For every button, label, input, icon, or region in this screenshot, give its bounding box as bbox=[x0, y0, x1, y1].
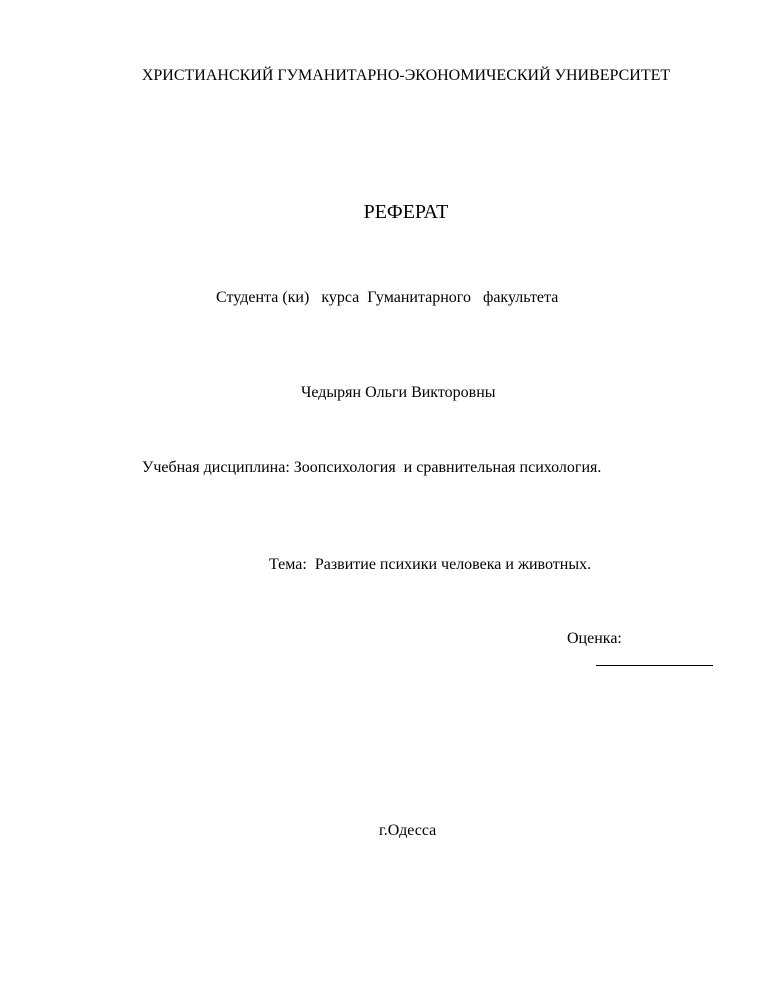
grade-underline bbox=[596, 665, 713, 666]
university-name: ХРИСТИАНСКИЙ ГУМАНИТАРНО-ЭКОНОМИЧЕСКИЙ УНИВЕРСИТЕТ bbox=[141, 67, 671, 84]
document-title: РЕФЕРАТ bbox=[363, 201, 449, 223]
discipline-line: Учебная дисциплина: Зоопсихология и сравнительная психология. bbox=[142, 459, 602, 476]
grade-label: Оценка: bbox=[567, 630, 622, 647]
student-name: Чедырян Ольги Викторовны bbox=[301, 384, 496, 401]
topic-line: Тема: Развитие психики человека и животных. bbox=[269, 556, 592, 573]
city-label: г.Одесса bbox=[379, 822, 437, 839]
student-course-line: Студента (ки) курса Гуманитарного факультета bbox=[216, 289, 559, 306]
